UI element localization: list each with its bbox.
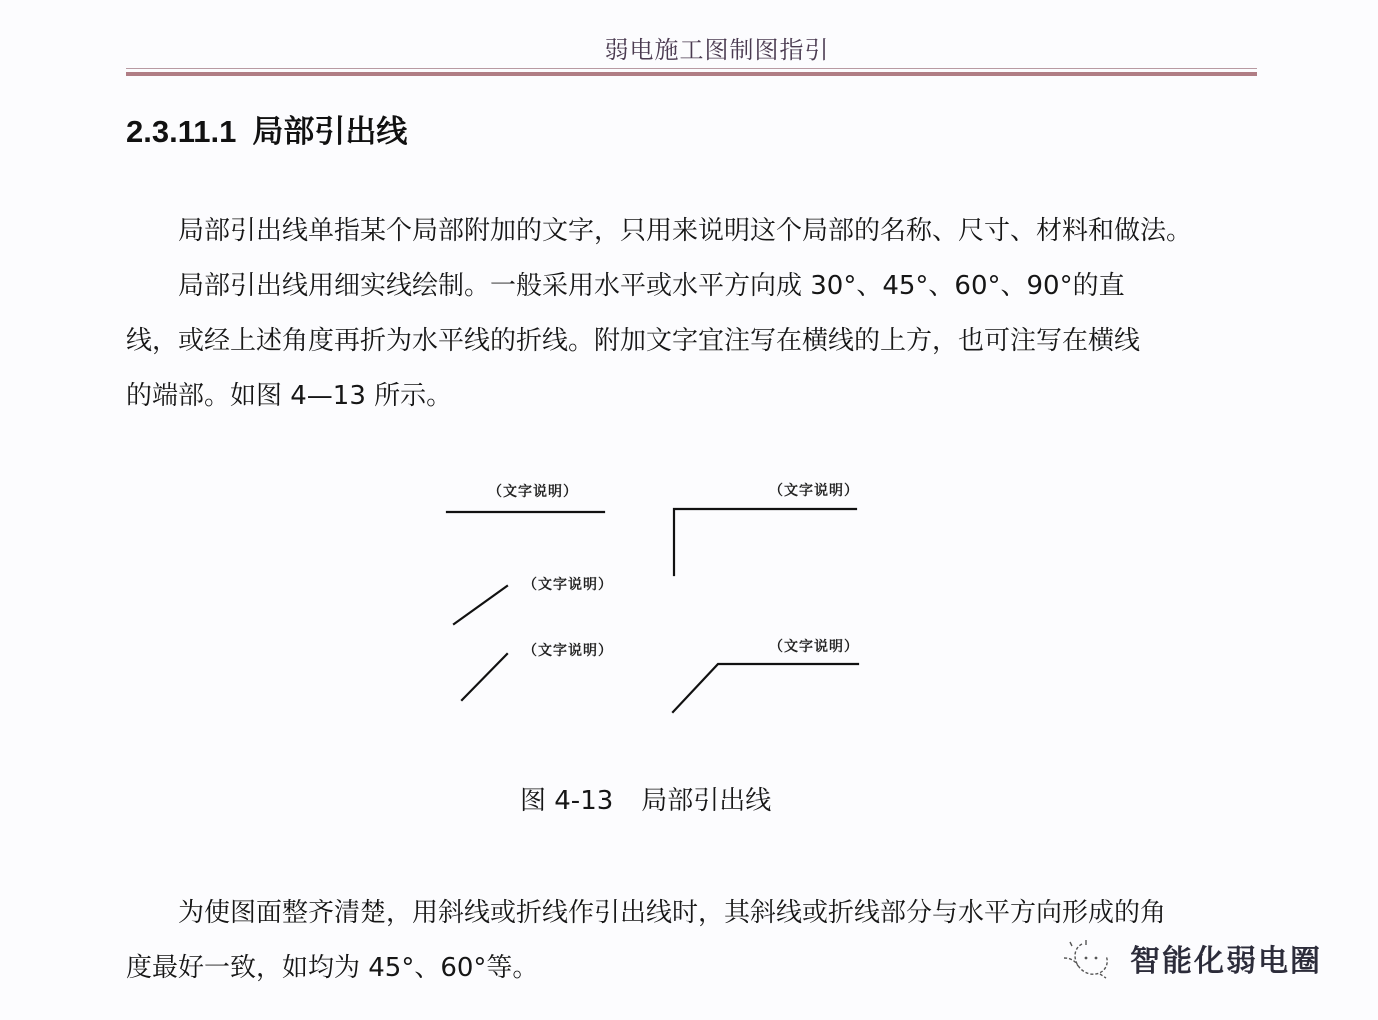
figure-label-30: （文字说明） <box>523 577 613 593</box>
section-title: 局部引出线 <box>252 114 408 149</box>
watermark <box>1060 936 1322 980</box>
figure-label-90-folded: （文字说明） <box>769 483 859 499</box>
paragraph-2-line-3: 的端部。如图 4—13 所示。 <box>126 381 453 411</box>
leader-45-folded <box>673 664 858 712</box>
leader-30 <box>454 586 507 624</box>
figure-caption-number: 图 4-13 <box>520 786 614 816</box>
figure-label-45-folded: （文字说明） <box>769 639 859 655</box>
figure-caption <box>520 780 771 817</box>
running-header: 弱电施工图制图指引 <box>604 36 830 64</box>
leader-90-folded <box>674 509 856 575</box>
leader-60 <box>462 654 507 700</box>
figure-label-horizontal: （文字说明） <box>488 484 578 500</box>
watermark-text: 智能化弱电圈 <box>1130 944 1322 979</box>
paragraph-3-line-2: 度最好一致，如均为 45°、60°等。 <box>126 953 539 983</box>
figure-caption-text: 局部引出线 <box>641 786 772 816</box>
header-rule-thick <box>126 72 1257 76</box>
section-number: 2.3.11.1 <box>126 114 237 149</box>
paragraph-2-line-1: 局部引出线用细实线绘制。一般采用水平或水平方向成 30°、45°、60°、90°的直 <box>126 271 1125 301</box>
header-rule-thin <box>126 68 1257 69</box>
section-heading <box>126 106 407 151</box>
wechat-smile-icon <box>1060 936 1116 980</box>
paragraph-1: 局部引出线单指某个局部附加的文字，只用来说明这个局部的名称、尺寸、材料和做法。 <box>126 216 1193 246</box>
paragraph-2-line-2: 线，或经上述角度再折为水平线的折线。附加文字宜注写在横线的上方，也可注写在横线 <box>126 326 1141 356</box>
figure-label-60: （文字说明） <box>523 643 613 659</box>
paragraph-3-line-1: 为使图面整齐清楚，用斜线或折线作引出线时，其斜线或折线部分与水平方向形成的角 <box>126 898 1167 928</box>
